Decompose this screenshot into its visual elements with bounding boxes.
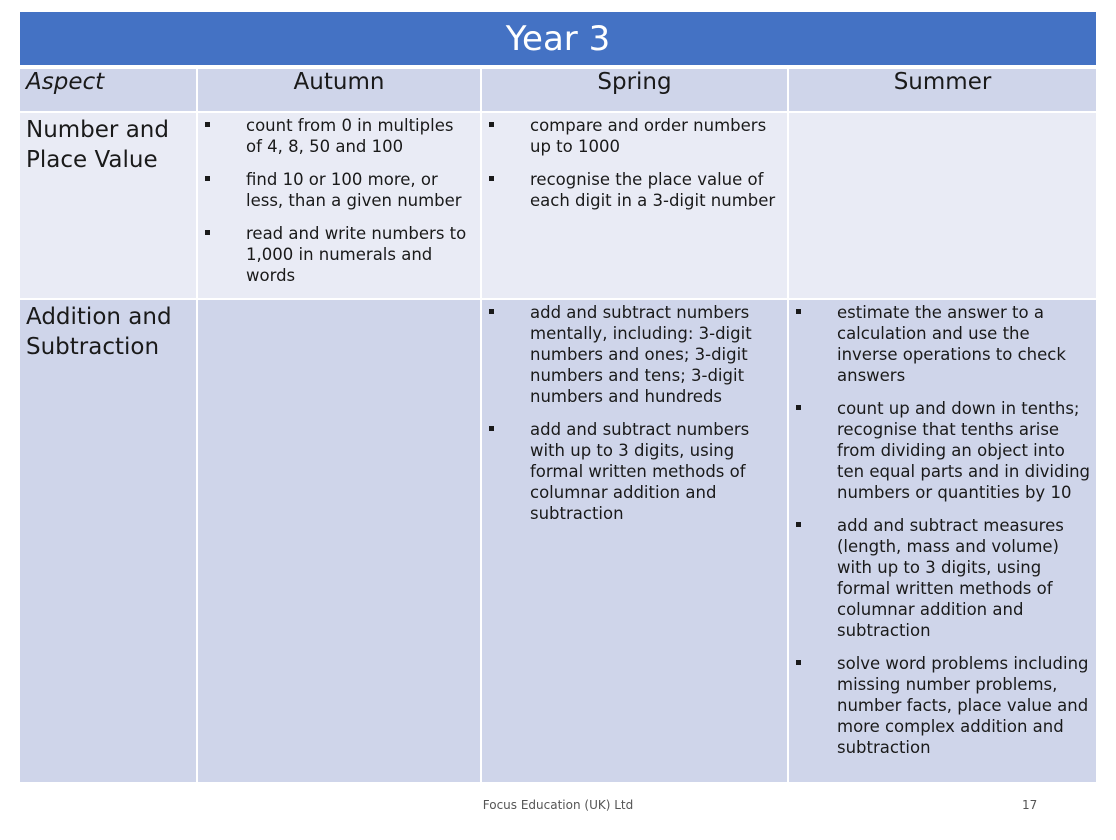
slide [20,12,1096,784]
bullet-icon [489,176,494,181]
objective-item [482,169,787,211]
objective-text: recognise the place value of each digit in a 3-digit number [530,170,776,210]
header-summer: Summer [789,69,1096,113]
objective-item [198,115,480,157]
objective-text: read and write numbers to 1,000 in numerals and words [246,224,467,285]
cell-summer [789,113,1096,300]
aspect-addition-subtraction: Addition and Subtraction [20,300,198,784]
bullet-icon [489,309,494,314]
cell-spring [482,300,789,784]
header-row [20,69,1096,113]
objective-text: compare and order numbers up to 1000 [530,116,767,156]
aspect-number-place-value: Number and Place Value [20,113,198,300]
bullet-icon [796,405,801,410]
objective-item [482,419,787,524]
header-aspect: Aspect [20,69,198,113]
objective-item [789,302,1096,386]
objective-item [482,302,787,407]
cell-autumn [198,300,482,784]
objective-item [789,515,1096,641]
objective-text: find 10 or 100 more, or less, than a given number [246,170,462,210]
bullet-icon [489,426,494,431]
bullet-icon [489,122,494,127]
objective-text: estimate the answer to a calculation and use the inverse operations to check answers [837,303,1066,385]
bullet-icon [205,230,210,235]
objective-text: add and subtract measures (length, mass and volume) with up to 3 digits, using formal written methods of columnar addition and subtraction [837,516,1064,640]
objective-list [198,113,480,286]
objective-list [482,300,787,524]
objective-item [789,398,1096,503]
bullet-icon [796,309,801,314]
objective-list [482,113,787,211]
cell-summer [789,300,1096,784]
footer-organisation: Focus Education (UK) Ltd [482,798,634,812]
cell-autumn [198,113,482,300]
table-row-addition-subtraction [20,300,1096,784]
cell-spring [482,113,789,300]
objective-item [482,115,787,157]
objective-list [789,300,1096,758]
objective-text: count from 0 in multiples of 4, 8, 50 and 100 [246,116,454,156]
curriculum-table [20,69,1096,784]
bullet-icon [796,522,801,527]
bullet-icon [796,660,801,665]
bullet-icon [205,122,210,127]
objective-item [198,223,480,286]
page-title: Year 3 [20,12,1096,65]
header-spring: Spring [482,69,789,113]
objective-text: count up and down in tenths; recognise that tenths arise from dividing an object into ten equal parts and in dividing numbers or quantities by 10 [837,399,1090,502]
objective-text: add and subtract numbers with up to 3 digits, using formal written methods of columnar addition and subtraction [530,420,750,523]
objective-item [198,169,480,211]
bullet-icon [205,176,210,181]
objective-text: solve word problems including missing number problems, number facts, place value and more complex addition and subtraction [837,654,1089,757]
objective-item [789,653,1096,758]
objective-text: add and subtract numbers mentally, including: 3-digit numbers and ones; 3-digit numbers and tens; 3-digit numbers and hundreds [530,303,752,406]
header-autumn: Autumn [198,69,482,113]
table-row-number-place-value [20,113,1096,300]
page-number: 17 [1022,798,1038,812]
